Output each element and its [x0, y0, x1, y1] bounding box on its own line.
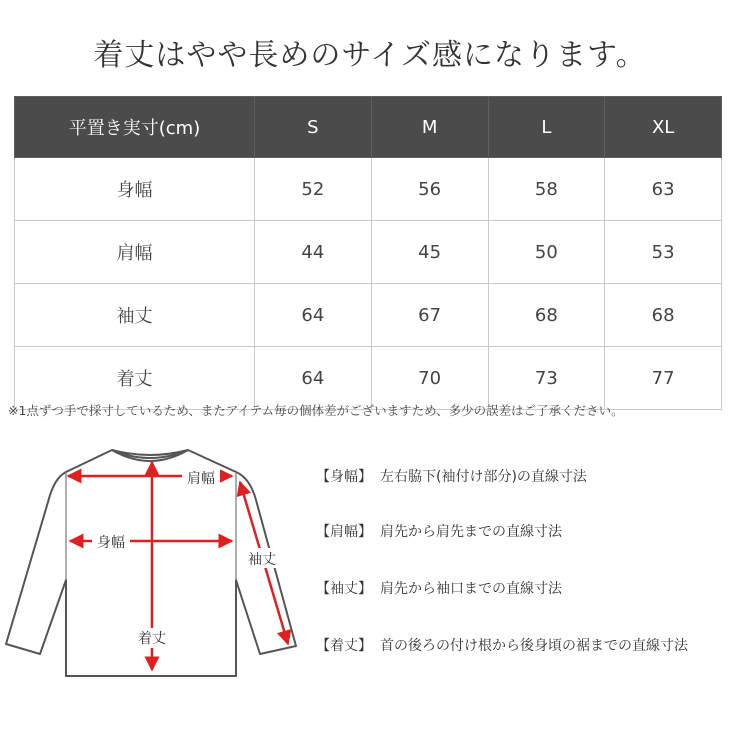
length-label: 着丈 [138, 631, 166, 647]
garment-diagram [0, 430, 310, 680]
cell-value: 45 [371, 221, 488, 284]
cell-value: 68 [488, 284, 605, 347]
page-title: 着丈はやや長めのサイズ感になります。 [93, 38, 647, 73]
row-label: 袖丈 [15, 284, 255, 347]
definition-text: 肩先から肩先までの直線寸法 [380, 524, 562, 540]
definition-sleeve [316, 578, 562, 598]
cell-value: 63 [605, 158, 722, 221]
table-row [15, 284, 722, 347]
cell-value: 56 [371, 158, 488, 221]
cell-value: 50 [488, 221, 605, 284]
sleeve-label: 袖丈 [248, 552, 276, 568]
definition-text: 首の後ろの付け根から後身頃の裾までの直線寸法 [380, 638, 688, 654]
row-label: 肩幅 [15, 221, 255, 284]
cell-value: 68 [605, 284, 722, 347]
cell-value: 44 [255, 221, 372, 284]
cell-value: 53 [605, 221, 722, 284]
header-size-s: S [255, 97, 372, 158]
cell-value: 52 [255, 158, 372, 221]
definition-key: 【肩幅】 [316, 524, 372, 540]
shoulder-label: 肩幅 [187, 471, 215, 487]
header-size-l: L [488, 97, 605, 158]
table-row [15, 158, 722, 221]
cell-value: 77 [605, 347, 722, 410]
cell-value: 70 [371, 347, 488, 410]
definition-key: 【袖丈】 [316, 581, 372, 597]
measurement-note: ※1点ずつ手で採寸しているため、またアイテム毎の個体差がございますため、多少の誤差はご了承ください。 [8, 403, 624, 418]
definition-text: 左右脇下(袖付け部分)の直線寸法 [380, 469, 587, 485]
cell-value: 73 [488, 347, 605, 410]
definition-shoulder [316, 521, 562, 541]
header-measure: 平置き実寸(cm) [15, 97, 255, 158]
cell-value: 64 [255, 347, 372, 410]
header-size-m: M [371, 97, 488, 158]
chest-label: 身幅 [97, 535, 125, 551]
definition-key: 【身幅】 [316, 469, 372, 485]
row-label: 身幅 [15, 158, 255, 221]
cell-value: 67 [371, 284, 488, 347]
definition-chest [316, 466, 587, 486]
definition-length [316, 635, 688, 655]
row-label: 着丈 [15, 347, 255, 410]
cell-value: 64 [255, 284, 372, 347]
cell-value: 58 [488, 158, 605, 221]
header-size-xl: XL [605, 97, 722, 158]
table-row [15, 221, 722, 284]
definition-key: 【着丈】 [316, 638, 372, 654]
size-table [14, 96, 722, 410]
table-header-row [15, 97, 722, 158]
definition-text: 肩先から袖口までの直線寸法 [380, 581, 562, 597]
